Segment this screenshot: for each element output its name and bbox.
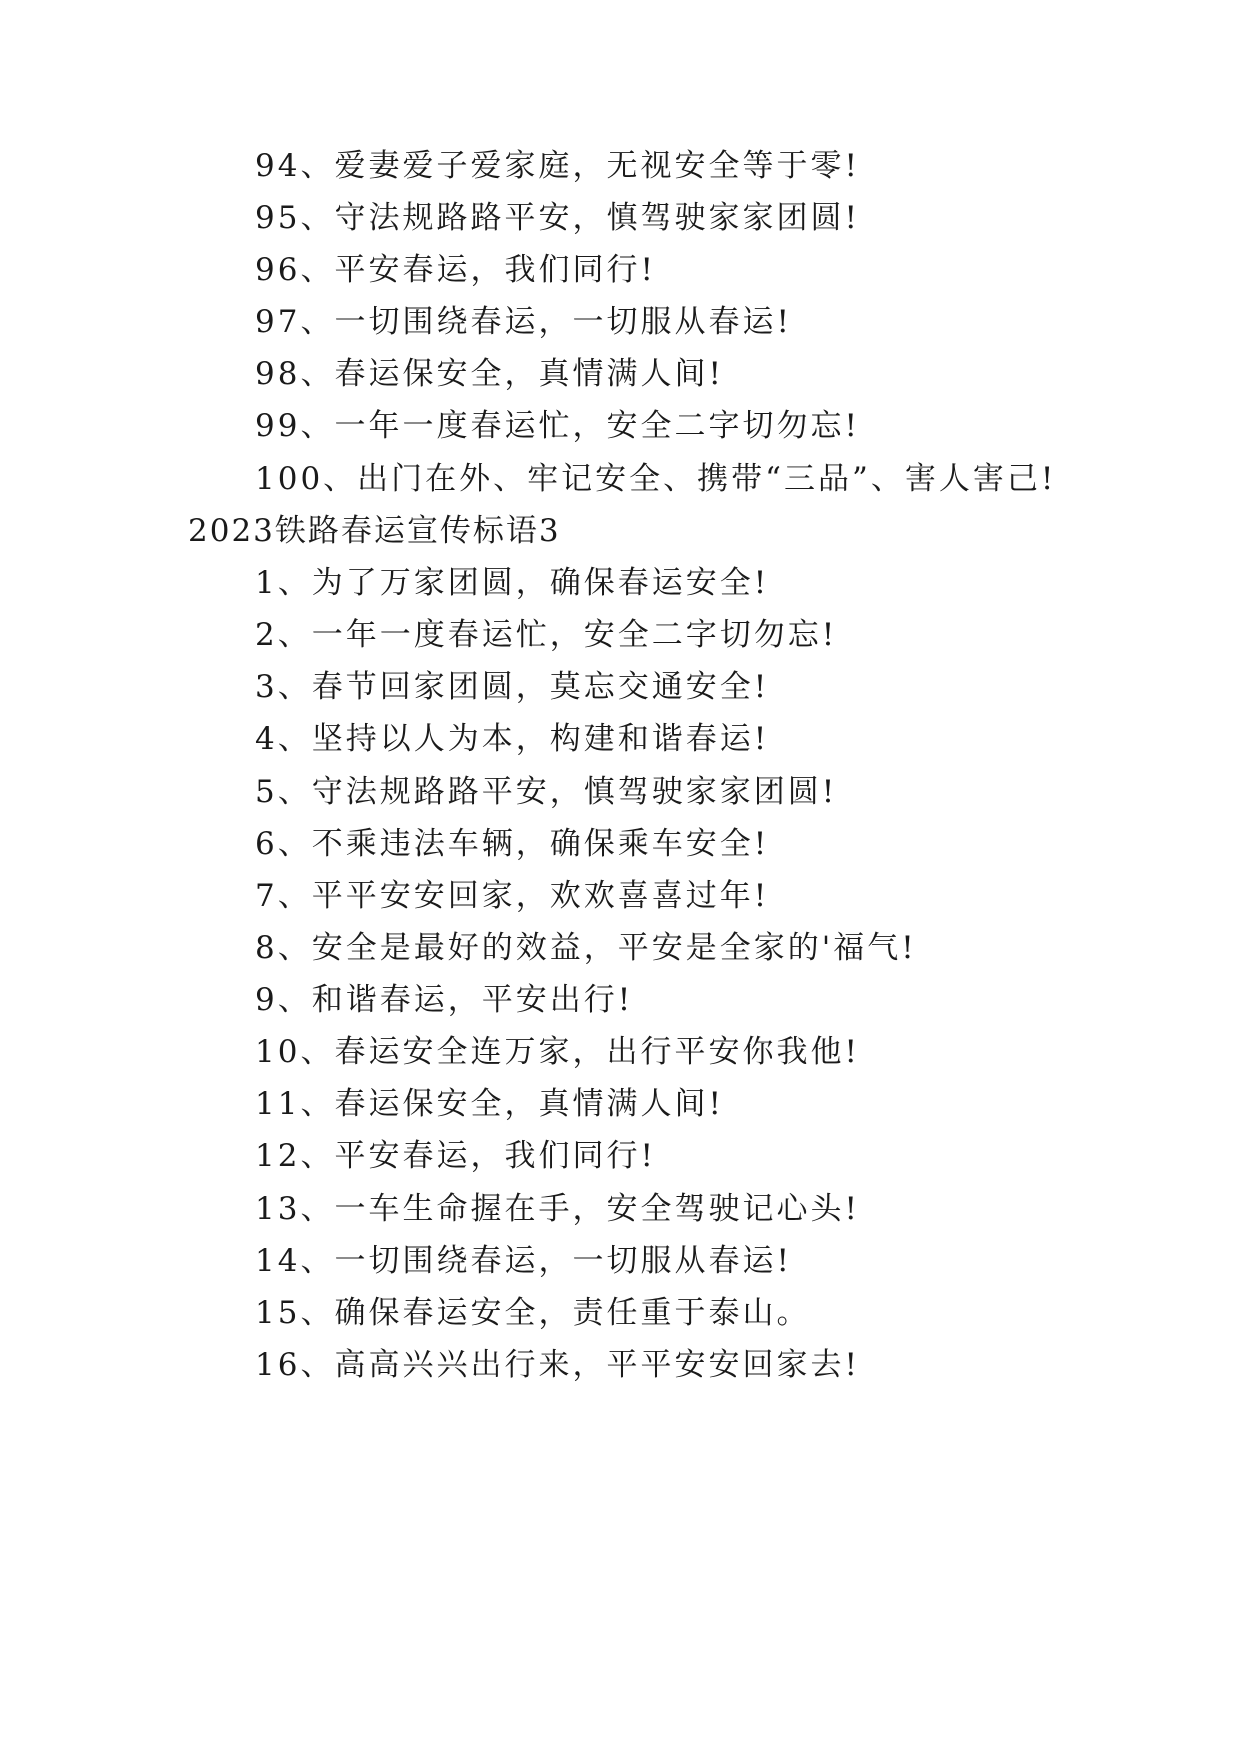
slogan-item-16: 16、高高兴兴出行来，平平安安回家去!	[255, 1347, 860, 1383]
slogan-item-3: 3、春节回家团圆，莫忘交通安全!	[255, 669, 770, 705]
slogan-item-9: 9、和谐春运，平安出行!	[255, 982, 634, 1018]
slogan-item-10: 10、春运安全连万家，出行平安你我他!	[255, 1034, 860, 1070]
slogan-item-96: 96、平安春运，我们同行!	[255, 252, 656, 288]
slogan-item-14: 14、一切围绕春运，一切服从春运!	[255, 1243, 792, 1279]
slogan-item-98: 98、春运保安全，真情满人间!	[255, 356, 724, 392]
slogan-item-13: 13、一车生命握在手，安全驾驶记心头!	[255, 1191, 860, 1227]
slogan-item-15: 15、确保春运安全，责任重于泰山。	[255, 1295, 811, 1331]
slogan-item-5: 5、守法规路路平安，慎驾驶家家团圆!	[255, 774, 838, 810]
slogan-item-6: 6、不乘违法车辆，确保乘车安全!	[255, 826, 770, 862]
slogan-item-94: 94、爱妻爱子爱家庭，无视安全等于零!	[255, 148, 860, 184]
slogan-item-4: 4、坚持以人为本，构建和谐春运!	[255, 721, 770, 757]
slogan-item-12: 12、平安春运，我们同行!	[255, 1138, 656, 1174]
slogan-item-99: 99、一年一度春运忙，安全二字切勿忘!	[255, 408, 860, 444]
section-heading: 2023铁路春运宣传标语3	[188, 513, 561, 549]
slogan-item-95: 95、守法规路路平安，慎驾驶家家团圆!	[255, 200, 860, 236]
slogan-item-11: 11、春运保安全，真情满人间!	[255, 1086, 724, 1122]
slogan-item-2: 2、一年一度春运忙，安全二字切勿忘!	[255, 617, 838, 653]
slogan-item-1: 1、为了万家团圆，确保春运安全!	[255, 565, 770, 601]
slogan-item-8: 8、安全是最好的效益，平安是全家的'福气!	[255, 930, 917, 966]
slogan-item-7: 7、平平安安回家，欢欢喜喜过年!	[255, 878, 770, 914]
slogan-item-97: 97、一切围绕春运，一切服从春运!	[255, 304, 792, 340]
slogan-item-100: 100、出门在外、牢记安全、携带“三品”、害人害己!	[255, 461, 1057, 497]
